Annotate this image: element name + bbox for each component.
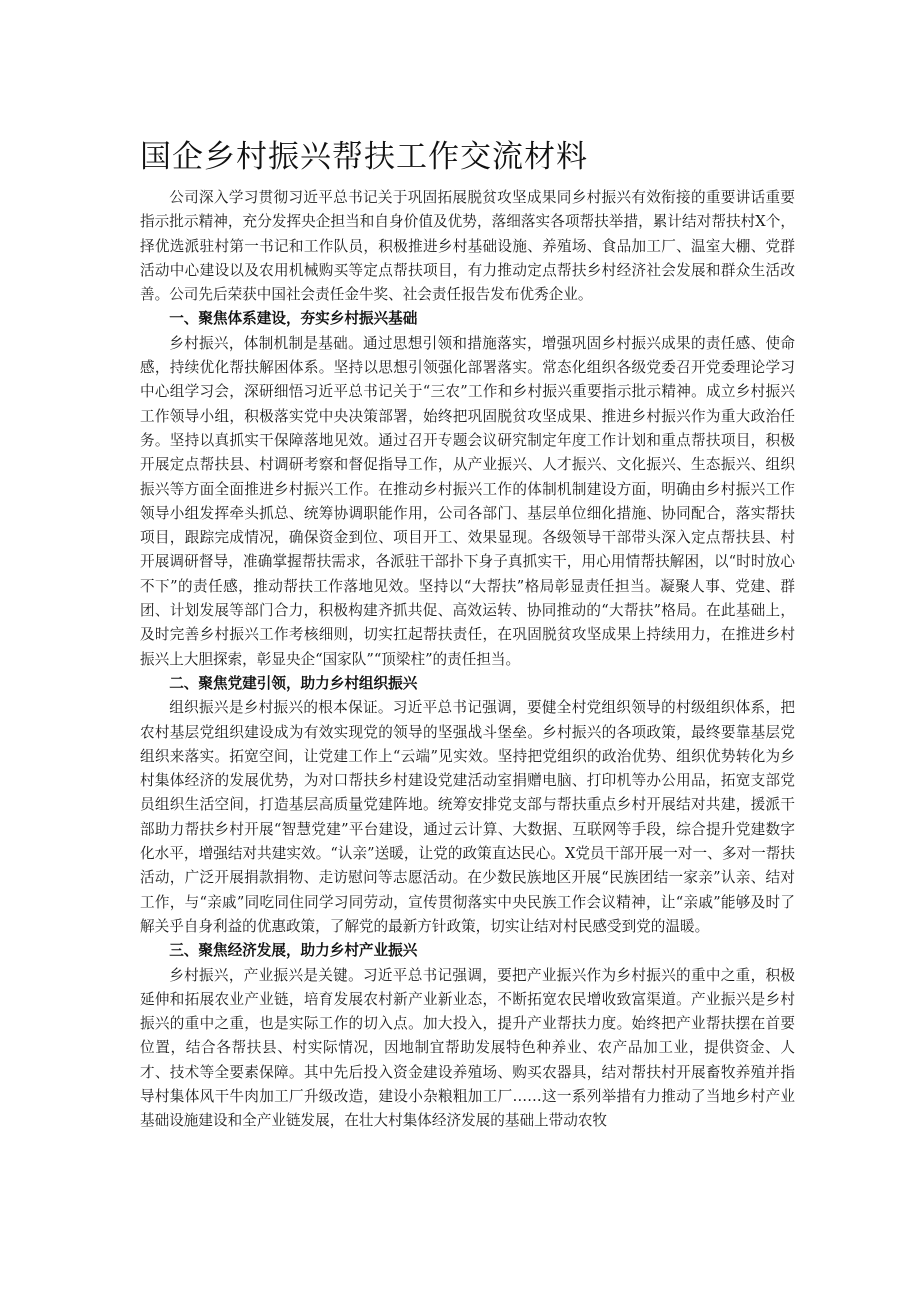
section-heading: 一、聚焦体系建设，夯实乡村振兴基础 — [169, 310, 418, 328]
section-body: 组织振兴是乡村振兴的根本保证。习近平总书记强调，要健全村党组织领导的村级组织体系，把农村基层党组织建设成为有效实现党的领导的坚强战斗堡垒。乡村振兴的各项政策，最终要靠基层党组织来落实。拓宽空间，让党建工作上“云端”见实效。坚持把党组织的政治优势、组织优势转化为乡村集体经济的发展优势，为对口帮扶乡村建设党建活动室捐赠电脑、打印机等办公用品，拓宽支部党员组织生活空间，打造基层高质量党建阵地。统筹安排党支部与帮扶重点乡村开展结对共建，援派干部助力帮扶乡村开展“智慧党建”平台建设，通过云计算、大数据、互联网等手段，综合提升党建数字化水平，增强结对共建实效。“认亲”送暖，让党的政策直达民心。X党员干部开展一对一、多对一帮扶活动，广泛开展捐款捐物、走访慰问等志愿活动。在少数民族地区开展“民族团结一家亲”认亲、结对工作，与“亲戚”同吃同住同学习同劳动，宣传贯彻落实中央民族工作会议精神，让“亲戚”能够及时了解关乎自身利益的优惠政策，了解党的最新方针政策，切实让结对村民感受到党的温暖。 — [140, 699, 795, 935]
section-1 — [140, 307, 795, 671]
section-body: 乡村振兴，体制机制是基础。通过思想引领和措施落实，增强巩固乡村振兴成果的责任感、使命感，持续优化帮扶解困体系。坚持以思想引领强化部署落实。常态化组织各级党委召开党委理论学习中心组学习会，深研细悟习近平总书记关于“三农”工作和乡村振兴重要指示批示精神。成立乡村振兴工作领导小组，积极落实党中央决策部署，始终把巩固脱贫攻坚成果、推进乡村振兴作为重大政治任务。坚持以真抓实干保障落地见效。通过召开专题会议研究制定年度工作计划和重点帮扶项目，积极开展定点帮扶县、村调研考察和督促指导工作，从产业振兴、人才振兴、文化振兴、生态振兴、组织振兴等方面全面推进乡村振兴工作。在推动乡村振兴工作的体制机制建设方面，明确由乡村振兴工作领导小组发挥牵头抓总、统筹协调职能作用，公司各部门、基层单位细化措施、协同配合，落实帮扶项目，跟踪完成情况，确保资金到位、项目开工、效果显现。各级领导干部带头深入定点帮扶县、村开展调研督导，准确掌握帮扶需求，各派驻干部扑下身子真抓实干，用心用情帮扶解困，以“时时放心不下”的责任感，推动帮扶工作落地见效。坚持以“大帮扶”格局彰显责任担当。凝聚人事、党建、群团、计划发展等部门合力，积极构建齐抓共促、高效运转、协同推动的“大帮扶”格局。在此基础上，及时完善乡村振兴工作考核细则，切实扛起帮扶责任，在巩固脱贫攻坚成果上持续用力，在推进乡村振兴上大胆探索，彰显央企“国家队”“顶梁柱”的责任担当。 — [140, 334, 795, 668]
intro-paragraph: 公司深入学习贯彻习近平总书记关于巩固拓展脱贫攻坚成果同乡村振兴有效衔接的重要讲话重要指示批示精神，充分发挥央企担当和自身价值及优势，落细落实各项帮扶举措，累计结对帮扶村X个，择优选派驻村第一书记和工作队员，积极推进乡村基础设施、养殖场、食品加工厂、温室大棚、党群活动中心建设以及农用机械购买等定点帮扶项目，有力推动定点帮扶乡村经济社会发展和群众生活改善。公司先后荣获中国社会责任金牛奖、社会责任报告发布优秀企业。 — [140, 189, 795, 304]
document-title: 国企乡村振兴帮扶工作交流材料 — [140, 139, 588, 175]
section-heading: 二、聚焦党建引领，助力乡村组织振兴 — [169, 674, 418, 692]
section-3 — [140, 939, 795, 1133]
section-2 — [140, 672, 795, 939]
section-heading: 三、聚焦经济发展，助力乡村产业振兴 — [169, 942, 418, 960]
section-body: 乡村振兴，产业振兴是关键。习近平总书记强调，要把产业振兴作为乡村振兴的重中之重，积极延伸和拓展农业产业链，培育发展农村新产业新业态，不断拓宽农民增收致富渠道。产业振兴是乡村振兴的重中之重，也是实际工作的切入点。加大投入，提升产业帮扶力度。始终把产业帮扶摆在首要位置，结合各帮扶县、村实际情况，因地制宜帮助发展特色种养业、农产品加工业，提供资金、人才、技术等全要素保障。其中先后投入资金建设养殖场、购买农器具，结对帮扶村开展畜牧养殖并指导村集体风干牛肉加工厂升级改造，建设小杂粮粗加工厂……这一系列举措有力推动了当地乡村产业基础设施建设和全产业链发展，在壮大村集体经济发展的基础上带动农牧 — [140, 966, 795, 1130]
document-page — [140, 134, 795, 1134]
